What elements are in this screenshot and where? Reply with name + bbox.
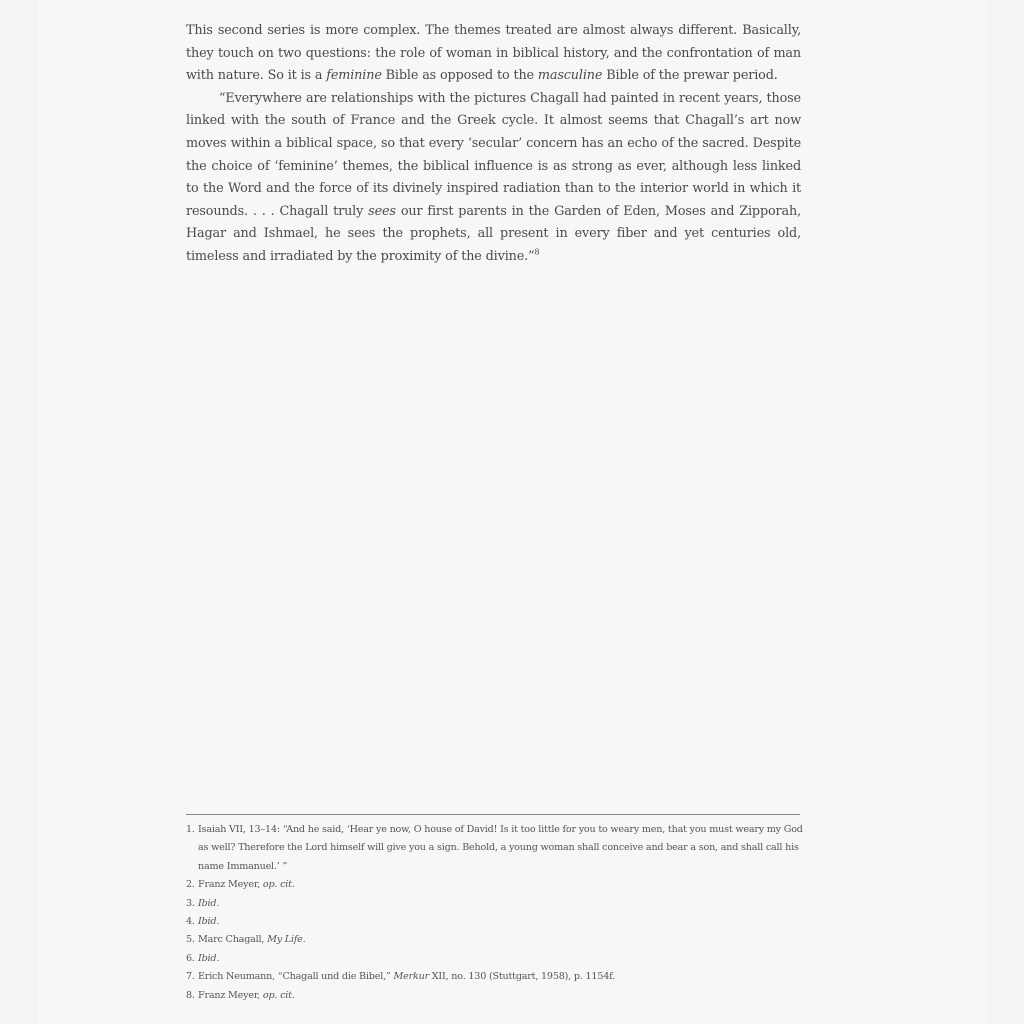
footnote-1 (186, 821, 806, 876)
footnote-2 (186, 876, 806, 894)
paragraph-1-text-a: This second series is more complex. The themes treated are almost always different. Basically, they touch on two questions: the role of woman in biblical history, and the confrontation of man with nature. So it is a (186, 23, 801, 84)
footnote-number: 4. (186, 916, 195, 928)
footnote-citation: op. cit. (262, 989, 295, 1001)
paragraph-1 (186, 20, 801, 88)
footnote-5 (186, 931, 806, 949)
body-text (186, 20, 801, 269)
footnote-text (198, 895, 806, 913)
emphasis-sees: sees (368, 203, 396, 219)
footnote-text (198, 913, 806, 931)
footnote-author: Franz Meyer, (198, 879, 263, 891)
paragraph-2-text-a: “Everywhere are relationships with the pictures Chagall had painted in recent years, those linked with the south of France and the Greek cycle. It almost seems that Chagall’s art now moves within a biblical space, so that every ‘secular’ concern has an echo of the sacred. Despite the choice of ‘feminine’ themes, the biblical influence is as strong as ever, although less linked to the Word and the force of its divinely inspired radiation than to the interior world in which it resounds. . . . Chagall truly (186, 90, 801, 219)
footnote-text (198, 876, 806, 894)
footnote-7 (186, 968, 806, 986)
emphasis-feminine: feminine (326, 68, 382, 84)
footnote-number: 2. (186, 879, 195, 891)
footnotes (186, 821, 806, 1005)
footnote-number: 6. (186, 952, 195, 964)
paragraph-2-quote (186, 88, 801, 269)
footnote-author: Franz Meyer, (198, 989, 263, 1001)
footnote-reference-8: 8 (534, 247, 540, 257)
footnote-number: 1. (186, 824, 195, 835)
footnote-citation: op. cit. (262, 879, 295, 891)
paragraph-2-text-b: our first parents in the Garden of Eden, Moses and Zipporah, Hagar and Ishmael, he sees the prophets, all present in every fiber and yet centuries old, timeless and irradiated by the proximity of the divine.” (186, 203, 801, 264)
footnote-citation: Ibid. (198, 916, 220, 928)
footnote-details: XII, no. 130 (Stuttgart, 1958), p. 1154f. (428, 971, 615, 983)
footnote-text (198, 950, 806, 968)
paragraph-1-text-c: Bible of the prewar period. (602, 68, 778, 84)
footnote-citation: Ibid. (198, 952, 220, 964)
footnote-text: Isaiah VII, 13–14: “And he said, ‘Hear ye now, O house of David! Is it too little for you to weary men, that you must weary my God as well? Therefore the Lord himself will give you a sign. Behold, a young woman shall conceive and bear a son, and shall call his name Immanuel.’ ” (198, 824, 803, 872)
document-page (38, 0, 988, 1024)
footnote-number: 5. (186, 934, 195, 946)
footnote-author: Erich Neumann, “Chagall und die Bibel,” (198, 971, 394, 983)
footnote-number: 7. (186, 971, 195, 983)
footnote-divider (186, 814, 800, 815)
footnote-number: 3. (186, 897, 195, 909)
footnote-8 (186, 987, 806, 1005)
footnote-text (198, 931, 806, 949)
footnote-text (198, 968, 806, 986)
paragraph-1-text-b: Bible as opposed to the (381, 68, 538, 84)
footnote-text (198, 987, 806, 1005)
footnote-number: 8. (186, 989, 195, 1001)
footnote-4 (186, 913, 806, 931)
footnote-author: Marc Chagall, (198, 934, 268, 946)
emphasis-masculine: masculine (537, 68, 603, 84)
footnote-citation: Ibid. (198, 897, 220, 909)
footnote-6 (186, 950, 806, 968)
footnote-3 (186, 895, 806, 913)
footnote-citation: My Life. (267, 934, 306, 946)
footnote-journal: Merkur (393, 971, 429, 983)
